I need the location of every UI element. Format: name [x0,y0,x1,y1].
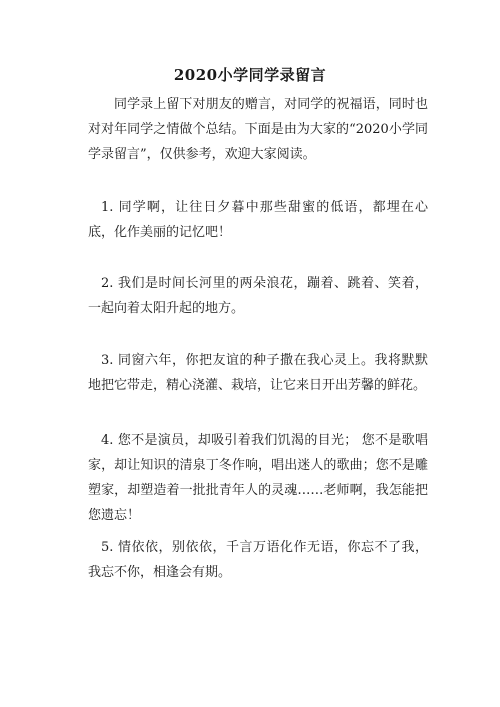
message-item-4: 4. 您不是演员，却吸引着我们饥渴的目光； 您不是歌唱家，却让知识的清泉丁冬作响，唱出迷人的歌曲；您不是雕塑家，却塑造着一批批青年人的灵魂……老师啊，我怎能把您遗忘！ [88,433,428,523]
document-title: 2020小学同学录留言 [173,66,327,84]
message-item-1: 1. 同学啊，让往日夕暮中那些甜蜜的低语，都埋在心底，化作美丽的记忆吧！ [88,200,428,240]
message-item-3: 3. 同窗六年，你把友谊的种子撒在我心灵上。我将默默地把它带走，精心浇灌、栽培，让它来日开出芳馨的鲜花。 [88,353,428,393]
message-item-5: 5. 情依依，别依依，千言万语化作无语，你忘不了我，我忘不你，相逢会有期。 [88,540,428,580]
message-item-2: 2. 我们是时间长河里的两朵浪花，蹦着、跳着、笑着，一起向着太阳升起的地方。 [88,276,428,316]
intro-paragraph: 同学录上留下对朋友的赠言，对同学的祝福语，同时也对对年同学之情做个总结。下面是由为大家的“2020小学同学录留言”，仅供参考，欢迎大家阅读。 [88,97,428,162]
